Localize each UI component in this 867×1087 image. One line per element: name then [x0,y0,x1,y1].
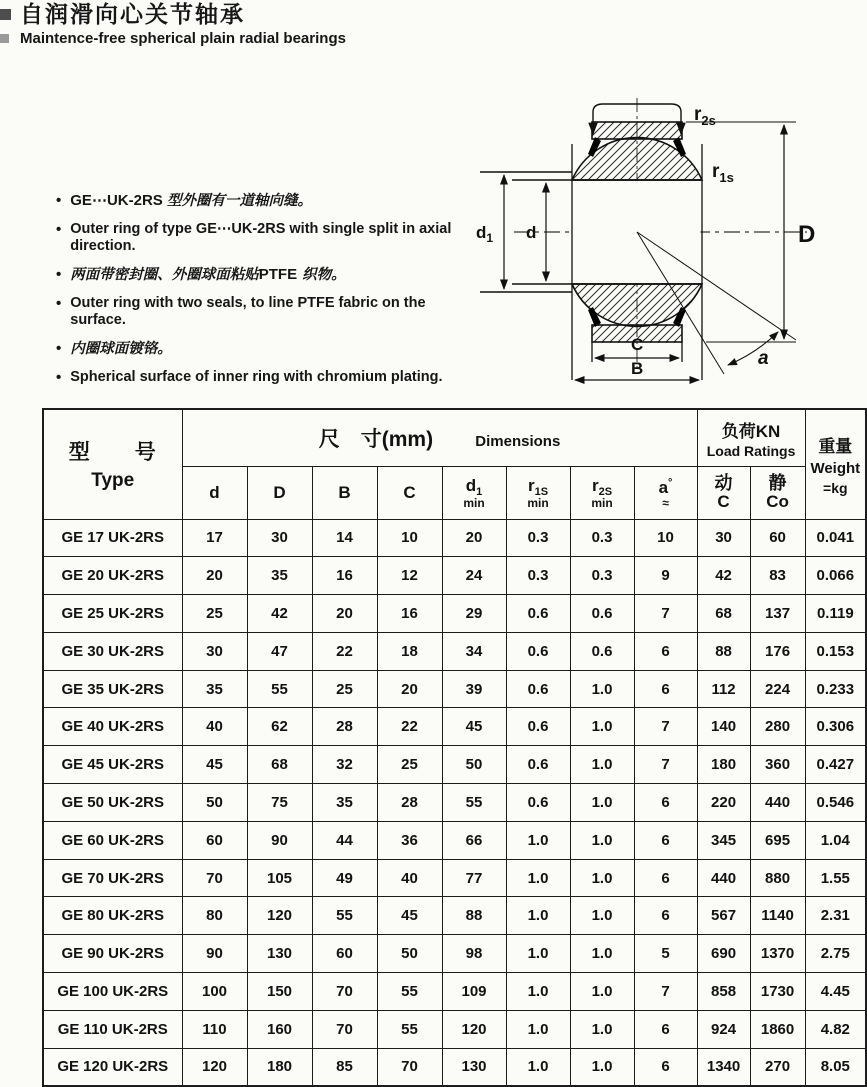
cell-value: 109 [442,973,506,1011]
cell-value: 6 [634,632,697,670]
cell-value: 25 [377,746,442,784]
header-load-zh: 负荷KN [721,421,781,441]
cell-value: 25 [182,595,247,633]
cell-value: 0.6 [506,595,570,633]
table-row [43,557,866,595]
cell-value: 280 [750,708,805,746]
table-row [43,708,866,746]
cell-value: 690 [697,935,750,973]
cell-value: 180 [697,746,750,784]
cell-value: 130 [442,1048,506,1086]
table-row [43,595,866,633]
cell-value: 60 [182,821,247,859]
cell-value: 49 [312,859,377,897]
bullet-dot-icon: • [56,192,62,209]
cell-value: 40 [377,859,442,897]
cell-value: 120 [442,1010,506,1048]
cell-value: 1.0 [506,1010,570,1048]
bullet-dot-icon: • [56,340,62,357]
cell-value: 6 [634,859,697,897]
cell-value: 2.31 [805,897,866,935]
cell-value: 55 [377,1010,442,1048]
cell-value: 6 [634,897,697,935]
table-row [43,935,866,973]
cell-type: GE 20 UK-2RS [43,557,182,595]
cell-value: 8.05 [805,1048,866,1086]
cell-type: GE 60 UK-2RS [43,821,182,859]
dim-r1s: $r_{1s}$ [712,161,734,185]
label-D: D [798,221,816,248]
cell-value: 18 [377,632,442,670]
page-header [0,0,520,48]
cell-value: 42 [697,557,750,595]
cell-value: 0.546 [805,784,866,822]
header-dimensions-en: Dimensions [475,432,561,450]
header-type [43,409,182,519]
cell-value: 83 [750,557,805,595]
page-title-zh: 自润滑向心关节轴承 [20,1,245,27]
cell-value: 0.3 [506,557,570,595]
cell-value: 1.0 [570,897,634,935]
cell-value: 1140 [750,897,805,935]
svg-text:r2s: $r_{2s}$ [694,104,716,128]
cell-value: 50 [442,746,506,784]
cell-value: 110 [182,1010,247,1048]
cell-value: 1.0 [570,973,634,1011]
cell-value: 0.6 [506,784,570,822]
cell-value: 4.82 [805,1010,866,1048]
cell-value: 10 [634,519,697,557]
cell-value: 1370 [750,935,805,973]
cell-value: 70 [377,1048,442,1086]
cell-value: 35 [182,670,247,708]
bullet-dot-icon: • [56,295,62,312]
header-load-ratings [697,409,805,466]
cell-value: 30 [247,519,312,557]
cell-value: 25 [312,670,377,708]
cell-value: 55 [247,670,312,708]
cell-type: GE 30 UK-2RS [43,632,182,670]
title-square-icon [0,9,11,20]
cell-value: 1.0 [506,973,570,1011]
cell-value: 6 [634,784,697,822]
cell-value: 0.6 [570,632,634,670]
cell-value: 567 [697,897,750,935]
cell-value: 70 [312,1010,377,1048]
cell-value: 1.0 [506,1048,570,1086]
cell-value: 47 [247,632,312,670]
cell-value: 70 [312,973,377,1011]
cell-value: 40 [182,708,247,746]
svg-text:B: B [631,359,644,378]
cell-value: 0.153 [805,632,866,670]
cell-value: 440 [697,859,750,897]
cell-type: GE 80 UK-2RS [43,897,182,935]
cell-value: 62 [247,708,312,746]
cell-value: 20 [312,595,377,633]
lower-ring-section [572,284,702,342]
cell-value: 28 [377,784,442,822]
cell-value: 24 [442,557,506,595]
cell-value: 70 [182,859,247,897]
table-row [43,897,866,935]
cell-value: 9 [634,557,697,595]
cell-value: 34 [442,632,506,670]
cell-value: 1340 [697,1048,750,1086]
header-weight-unit: =kg [823,480,848,497]
cell-value: 12 [377,557,442,595]
cell-value: 120 [247,897,312,935]
cell-value: 7 [634,746,697,784]
feature-bullet [56,192,476,210]
cell-value: 858 [697,973,750,1011]
cell-type: GE 70 UK-2RS [43,859,182,897]
cell-type: GE 40 UK-2RS [43,708,182,746]
cell-value: 360 [750,746,805,784]
cell-value: 28 [312,708,377,746]
cell-value: 345 [697,821,750,859]
cell-value: 924 [697,1010,750,1048]
cell-value: 39 [442,670,506,708]
header-subcol: C [377,466,442,519]
table-row [43,519,866,557]
cell-value: 14 [312,519,377,557]
header-dimensions-zh: 尺 寸(mm) [318,427,434,451]
cell-type: GE 35 UK-2RS [43,670,182,708]
table-row [43,973,866,1011]
cell-value: 1.0 [506,897,570,935]
bullet-text: Outer ring with two seals, to line PTFE fabric on the surface. [70,295,426,328]
header-weight-en: Weight [810,460,861,478]
bullet-text: 内圈球面镀铬。 [70,340,172,357]
table-row [43,859,866,897]
cell-value: 55 [312,897,377,935]
cell-type: GE 45 UK-2RS [43,746,182,784]
cell-value: 90 [182,935,247,973]
cell-type: GE 120 UK-2RS [43,1048,182,1086]
header-subcol: a° ≈ [634,466,697,519]
bearing-cross-section-diagram [462,82,864,390]
table-row [43,746,866,784]
bearing-spec-table [42,408,867,1087]
cell-value: 0.6 [570,595,634,633]
cell-value: 22 [312,632,377,670]
table-row [43,632,866,670]
cell-value: 2.75 [805,935,866,973]
cell-value: 30 [182,632,247,670]
cell-value: 98 [442,935,506,973]
cell-value: 0.6 [506,670,570,708]
svg-text:d1: $d_1$ [476,223,494,245]
cell-value: 1.04 [805,821,866,859]
cell-value: 88 [697,632,750,670]
header-subcol: 动 C [697,466,750,519]
cell-value: 1.0 [570,1048,634,1086]
cell-value: 42 [247,595,312,633]
cell-value: 1860 [750,1010,805,1048]
table-row [43,821,866,859]
cell-value: 0.3 [570,557,634,595]
dim-B [575,359,699,380]
cell-value: 30 [697,519,750,557]
cell-value: 6 [634,1048,697,1086]
cell-value: 66 [442,821,506,859]
cell-type: GE 25 UK-2RS [43,595,182,633]
cell-value: 1.0 [570,1010,634,1048]
bullet-text: Outer ring of type GE⋯UK-2RS with single split in axial direction. [70,221,452,254]
cell-value: 270 [750,1048,805,1086]
upper-ring-section [572,122,702,180]
cell-value: 7 [634,595,697,633]
header-dimensions [182,409,697,466]
cell-value: 22 [377,708,442,746]
svg-text:C: C [631,335,644,354]
cell-value: 7 [634,973,697,1011]
cell-value: 45 [377,897,442,935]
cell-value: 176 [750,632,805,670]
cell-value: 44 [312,821,377,859]
cell-value: 6 [634,670,697,708]
cell-value: 16 [377,595,442,633]
cell-type: GE 50 UK-2RS [43,784,182,822]
cell-value: 20 [182,557,247,595]
cell-value: 1.0 [570,935,634,973]
bullet-dot-icon: • [56,221,62,238]
cell-value: 440 [750,784,805,822]
cell-value: 160 [247,1010,312,1048]
cell-type: GE 100 UK-2RS [43,973,182,1011]
table-row [43,1048,866,1086]
cell-value: 1.0 [506,821,570,859]
cell-value: 0.041 [805,519,866,557]
cell-value: 0.3 [506,519,570,557]
cell-value: 1.0 [570,784,634,822]
cell-value: 112 [697,670,750,708]
bullet-dot-icon: • [56,369,62,386]
cell-value: 0.6 [506,708,570,746]
cell-value: 16 [312,557,377,595]
cell-value: 180 [247,1048,312,1086]
cell-value: 137 [750,595,805,633]
cell-value: 1.0 [570,708,634,746]
feature-bullet [56,340,476,358]
bullet-dot-icon: • [56,266,62,283]
header-subcol: d [182,466,247,519]
cell-value: 55 [377,973,442,1011]
cell-value: 1.0 [506,935,570,973]
header-subcol: $d_1$ min [442,466,506,519]
cell-value: 5 [634,935,697,973]
cell-value: 68 [247,746,312,784]
cell-value: 150 [247,973,312,1011]
cell-value: 100 [182,973,247,1011]
cell-value: 35 [312,784,377,822]
cell-value: 10 [377,519,442,557]
cell-value: 224 [750,670,805,708]
feature-bullet-list [56,192,476,397]
feature-bullet [56,266,476,284]
cell-value: 0.427 [805,746,866,784]
cell-value: 85 [312,1048,377,1086]
cell-value: 17 [182,519,247,557]
bullet-text: 两面带密封圈、外圈球面粘贴PTFE 织物。 [70,266,346,283]
feature-bullet [56,221,476,255]
cell-value: 4.45 [805,973,866,1011]
dim-d [526,183,546,281]
header-subcol: B [312,466,377,519]
cell-type: GE 17 UK-2RS [43,519,182,557]
header-type-en: Type [91,470,135,492]
header-weight-zh: 重量 [818,437,853,457]
cell-value: 0.066 [805,557,866,595]
table-row [43,670,866,708]
cell-value: 50 [182,784,247,822]
cell-type: GE 90 UK-2RS [43,935,182,973]
cell-value: 140 [697,708,750,746]
header-load-en: Load Ratings [706,442,796,459]
cell-value: 220 [697,784,750,822]
cell-value: 880 [750,859,805,897]
cell-value: 0.119 [805,595,866,633]
cell-value: 1.55 [805,859,866,897]
cell-value: 50 [377,935,442,973]
header-subcol: $r_{2S}$ min [570,466,634,519]
cell-value: 45 [442,708,506,746]
cell-value: 1.0 [570,670,634,708]
cell-value: 6 [634,1010,697,1048]
cell-value: 45 [182,746,247,784]
cell-value: 0.6 [506,632,570,670]
cell-value: 88 [442,897,506,935]
cell-value: 7 [634,708,697,746]
cell-value: 90 [247,821,312,859]
cell-value: 1.0 [506,859,570,897]
cell-value: 1.0 [570,821,634,859]
cell-value: 0.233 [805,670,866,708]
cell-type: GE 110 UK-2RS [43,1010,182,1048]
cell-value: 20 [442,519,506,557]
cell-value: 29 [442,595,506,633]
cell-value: 1.0 [570,859,634,897]
cell-value: 6 [634,821,697,859]
cell-value: 130 [247,935,312,973]
cell-value: 0.306 [805,708,866,746]
header-subcol: $r_{1S}$ min [506,466,570,519]
cell-value: 120 [182,1048,247,1086]
header-subcol: D [247,466,312,519]
header-type-zh: 型 号 [68,441,157,465]
cell-value: 1730 [750,973,805,1011]
cell-value: 75 [247,784,312,822]
cell-value: 35 [247,557,312,595]
dim-d1 [476,175,504,289]
subtitle-square-icon [0,34,9,43]
feature-bullet [56,295,476,329]
svg-text:d: d [526,223,537,242]
bullet-text: GE⋯UK-2RS 型外圈有一道轴向缝。 [70,192,312,209]
cell-value: 32 [312,746,377,784]
bullet-text: Spherical surface of inner ring with chromium plating. [70,369,443,385]
svg-text:a: a [758,348,769,369]
cell-value: 80 [182,897,247,935]
feature-bullet [56,369,476,386]
cell-value: 68 [697,595,750,633]
cell-value: 36 [377,821,442,859]
cell-value: 0.3 [570,519,634,557]
cell-value: 55 [442,784,506,822]
cell-value: 695 [750,821,805,859]
cell-value: 20 [377,670,442,708]
table-row [43,784,866,822]
cell-value: 1.0 [570,746,634,784]
header-weight [805,409,866,519]
cell-value: 77 [442,859,506,897]
cell-value: 60 [312,935,377,973]
cell-value: 60 [750,519,805,557]
page-title-en: Maintence-free spherical plain radial bearings [20,30,346,47]
cell-value: 0.6 [506,746,570,784]
table-row [43,1010,866,1048]
cell-value: 105 [247,859,312,897]
header-subcol: 静 Co [750,466,805,519]
